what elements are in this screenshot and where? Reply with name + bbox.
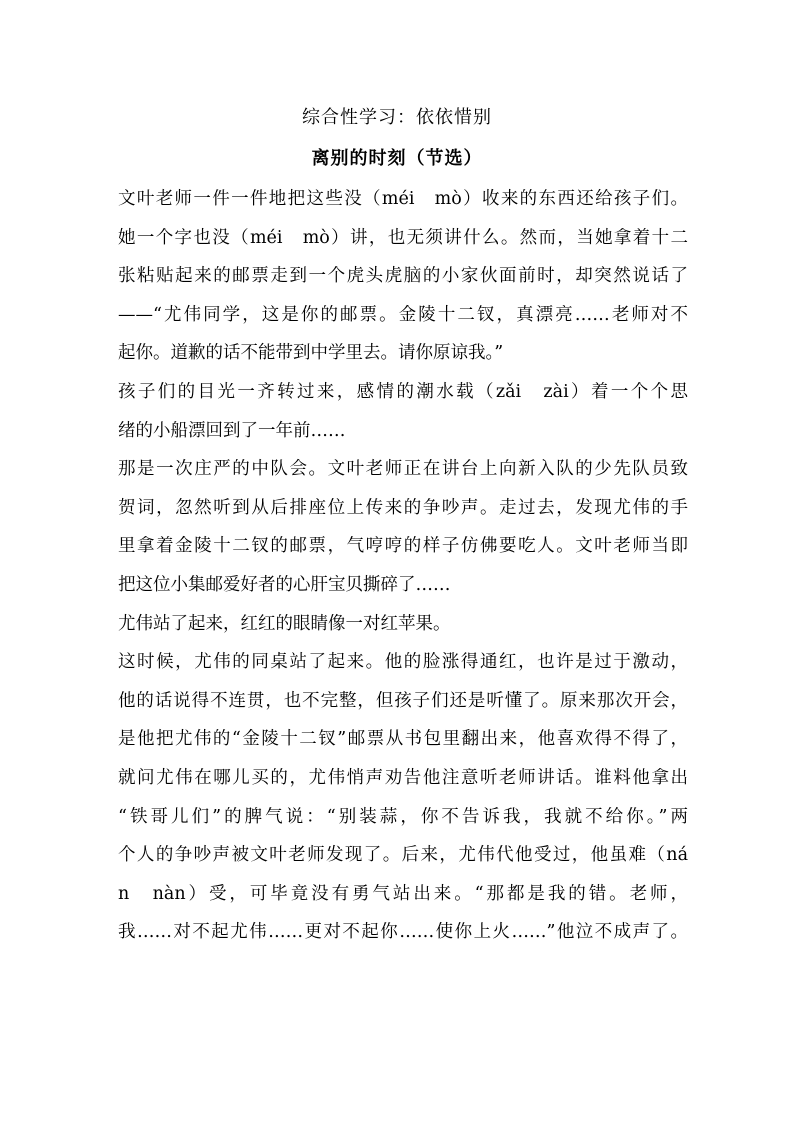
section-subtitle: 综合性学习：依依惜别 — [302, 107, 492, 128]
text-line: 她一个字也没（méi mò）讲，也无须讲什么。然而，当她拿着十二 — [118, 227, 688, 248]
text-line: 文叶老师一件一件地把这些没（méi mò）收来的东西还给孩子们。 — [118, 189, 688, 209]
text-line: 个人的争吵声被文叶老师发现了。后来，尤伟代他受过，他虽难（ná — [118, 845, 688, 866]
text-line: 就问尤伟在哪儿买的，尤伟悄声劝告他注意听老师讲话。谁料他拿出 — [118, 767, 688, 788]
text-line: 我……对不起尤伟……更对不起你……使你上火……”他泣不成声了。 — [118, 922, 688, 943]
text-line: 尤伟站了起来，红红的眼睛像一对红苹果。 — [118, 613, 451, 634]
text-line: 孩子们的目光一齐转过来，感情的潮水载（zǎi zài）着一个个思 — [118, 381, 688, 402]
article-title: 离别的时刻（节选） — [311, 148, 483, 169]
text-line: n nàn）受，可毕竟没有勇气站出来。“那都是我的错。老师， — [118, 883, 688, 904]
text-line: 这时候，尤伟的同桌站了起来。他的脸涨得通红，也许是过于激动， — [118, 652, 688, 673]
text-line: 那是一次庄严的中队会。文叶老师正在讲台上向新入队的少先队员致 — [118, 459, 688, 480]
text-line: 起你。道歉的话不能带到中学里去。请你原谅我。” — [118, 343, 504, 364]
text-line: 把这位小集邮爱好者的心肝宝贝撕碎了…… — [118, 574, 451, 595]
text-line: 是他把尤伟的“金陵十二钗”邮票从书包里翻出来，他喜欢得不得了， — [118, 729, 688, 750]
article-body — [118, 180, 688, 952]
text-line: 绪的小船漂回到了一年前…… — [118, 420, 346, 441]
text-line: ——“尤伟同学，这是你的邮票。金陵十二钗，真漂亮……老师对不 — [118, 304, 688, 325]
text-line: 贺词，忽然听到从后排座位上传来的争吵声。走过去，发现尤伟的手 — [118, 497, 688, 518]
text-line: 张粘贴起来的邮票走到一个虎头虎脑的小家伙面前时，却突然说话了 — [118, 266, 688, 287]
text-line: “铁哥儿们”的脾气说：“别装蒜，你不告诉我，我就不给你。”两 — [118, 806, 688, 827]
text-line: 他的话说得不连贯，也不完整，但孩子们还是听懂了。原来那次开会， — [118, 690, 688, 711]
text-line: 里拿着金陵十二钗的邮票，气哼哼的样子仿佛要吃人。文叶老师当即 — [118, 536, 688, 557]
